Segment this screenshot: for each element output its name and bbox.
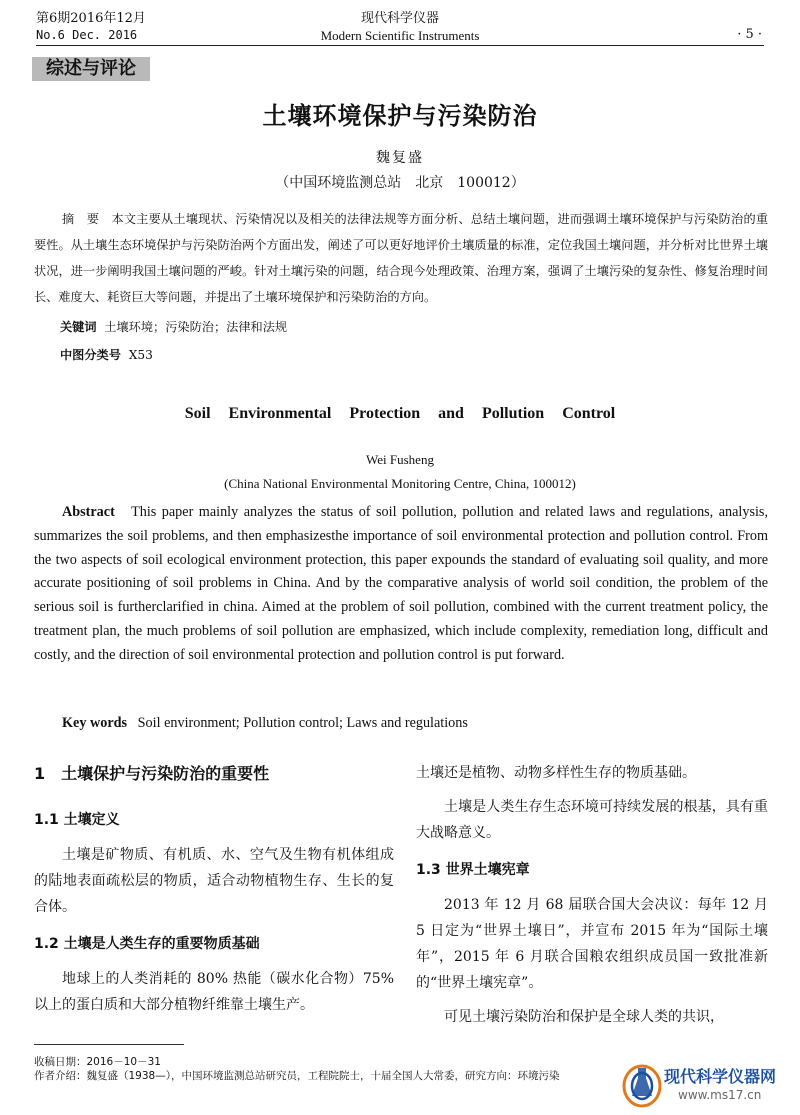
clc-label: 中图分类号 — [60, 348, 121, 362]
body-left-column — [34, 760, 394, 1018]
section-1-1-paragraph: 土壤是矿物质、有机质、水、空气及生物有机体组成的陆地表面疏松层的物质，适合动物植物生存、生长的复合体。 — [34, 847, 394, 915]
abstract-cn-text: 本文主要从土壤现状、污染情况以及相关的法律法规等方面分析、总结土壤问题，进而强调土壤环境保护与污染防治的重要性。从土壤生态环境保护与污染防治两个方面出发，阐述了可以更好地评价土壤质量的标准，定位我国土壤问题，并分析对比世界土壤状况，进一步阐明我国土壤问题的严峻。针对土壤污染的问题，结合现今处理政策、治理方案，强调了土壤污染的复杂性、修复治理时间长、难度大、耗资巨大等问题，并提出了土壤环境保护和污染防治的方向。 — [34, 212, 769, 304]
section-1-2-heading: 1.2 土壤是人类生存的重要物质基础 — [34, 936, 260, 952]
section-1-1-heading: 1.1 土壤定义 — [34, 812, 120, 828]
keywords-en-label: Key words — [62, 715, 128, 731]
header-journal — [0, 10, 800, 44]
abstract-en-label: Abstract — [62, 504, 115, 520]
footnote — [34, 1055, 559, 1083]
journal-cn: 现代科学仪器 — [360, 11, 439, 26]
right-paragraph-2: 土壤是人类生存生态环境可持续发展的根基，具有重大战略意义。 — [416, 799, 768, 841]
section-1-3-paragraph: 2013 年 12 月 68 届联合国大会决议：每年 12 月 5 日定为“世界土壤日”，并宣布 2015 年为“国际土壤年”，2015 年 6 月联合国粮农组织成员国一致批准新的“世界土壤宪章”。 — [416, 897, 768, 991]
page-number: · 5 · — [737, 27, 762, 42]
affiliation-cn: （中国环境监测总站 北京 100012） — [275, 175, 525, 191]
received-date: 收稿日期：2016－10－31 — [34, 1056, 161, 1068]
header-rule — [36, 45, 764, 46]
right-paragraph-3: 可见土壤污染防治和保护是全球人类的共识， — [444, 1009, 724, 1025]
clc-cn — [60, 346, 153, 363]
section-tag: 综述与评论 — [32, 57, 150, 81]
section-1-heading: 1 土壤保护与污染防治的重要性 — [34, 764, 270, 783]
right-paragraph-1: 土壤还是植物、动物多样性生存的物质基础。 — [416, 765, 696, 781]
keywords-cn-text: 土壤环境；污染防治；法律和法规 — [104, 320, 288, 334]
footnote-rule — [34, 1044, 184, 1045]
clc-value: X53 — [128, 348, 153, 362]
abstract-en — [34, 501, 768, 668]
issue-en: No.6 Dec. 2016 — [36, 28, 138, 42]
abstract-cn-label: 摘 要 — [62, 212, 100, 226]
author-en: Wei Fusheng — [366, 452, 434, 467]
abstract-en-text: This paper mainly analyzes the status of soil pollution, pollution and related laws and regulations, analysis, summarizes the soil problems, and then emphasizesthe importance of soil environmental protection and pollution control. From the two aspects of soil ecological environment protection, this paper expounds the standard of evaluating soil quality, and more accurate positioning of soil problems in China. And by the comparative analysis of world soil condition, the problem of the serious soil is furtherclarified in china. Aimed at the problem of soil pollution, combined with the current treatment policy, the treatment plan, the much problems of soil pollution are emphasized, which include complexity, remediation long, difficult and costly, and the direction of soil environmental protection and pollution control is put forward. — [34, 504, 768, 663]
watermark-logo — [620, 1060, 790, 1110]
section-1-2-paragraph: 地球上的人类消耗的 80% 热能（碳水化合物）75% 以上的蛋白质和大部分植物纤维靠土壤生产。 — [34, 971, 394, 1013]
title-en: Soil Environmental Protection and Pollution Control — [184, 405, 616, 422]
watermark-url: www.ms17.cn — [678, 1088, 762, 1102]
issue-cn: 第6期2016年12月 — [36, 11, 146, 26]
keywords-en — [62, 715, 468, 732]
keywords-en-text: Soil environment; Pollution control; Laws and regulations — [137, 715, 468, 731]
author-intro: 作者介绍：魏复盛（1938—），中国环境监测总站研究员，工程院院士，十届全国人大常委，研究方向：环境污染 — [34, 1070, 560, 1082]
keywords-cn-label: 关键词 — [60, 320, 97, 334]
watermark-name: 现代科学仪器网 — [664, 1067, 777, 1086]
journal-en: Modern Scientific Instruments — [320, 28, 480, 43]
abstract-cn — [34, 206, 768, 310]
keywords-cn — [60, 318, 287, 335]
section-1-3-heading: 1.3 世界土壤宪章 — [416, 862, 530, 878]
author-cn: 魏复盛 — [376, 150, 424, 166]
body-right-column — [416, 760, 768, 1030]
page-title: 土壤环境保护与污染防治 — [262, 101, 538, 130]
affiliation-en: (China National Environmental Monitoring Centre, China, 100012) — [224, 476, 576, 491]
